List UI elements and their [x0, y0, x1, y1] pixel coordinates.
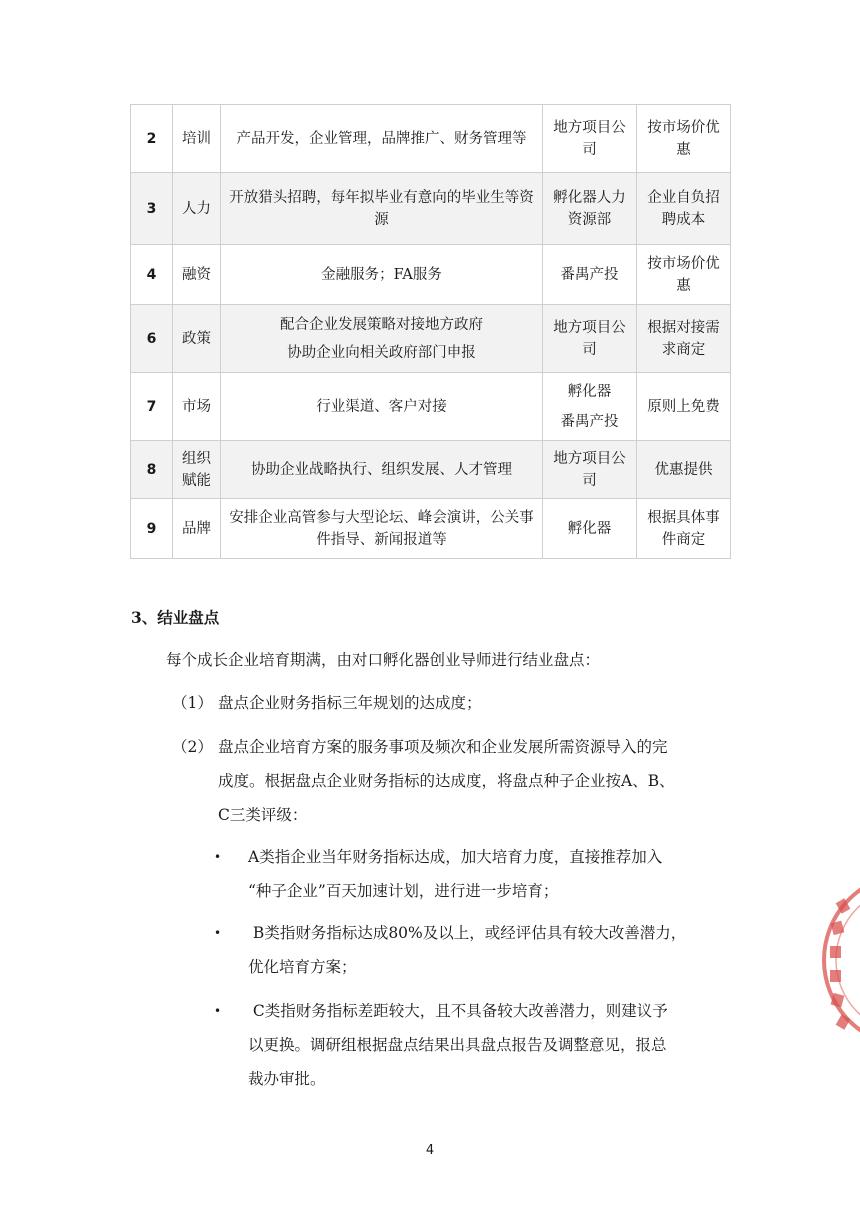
- bullet-line: B类指财务指标达成80%及以上，或经评估具有较大改善潜力，: [248, 924, 687, 942]
- row-content-line: 行业渠道、客户对接: [316, 398, 447, 415]
- bullet-line: 优化培育方案；: [248, 958, 357, 976]
- service-table-body: [131, 105, 731, 559]
- row-content: [221, 245, 543, 305]
- bullet-symbol: •: [214, 850, 222, 864]
- row-content: [221, 305, 543, 373]
- row-content-line: 产品开发，企业管理，品牌推广、财务管理等: [236, 130, 527, 147]
- row-number: 3: [131, 173, 173, 245]
- row-provider: 孵化器人力资源部: [543, 173, 637, 245]
- item-marker: （1）: [172, 694, 213, 712]
- bullet-line: A类指企业当年财务指标达成，加大培育力度，直接推荐加入: [248, 848, 663, 866]
- row-provider: 地方项目公司: [543, 305, 637, 373]
- row-content: [221, 173, 543, 245]
- item-line: C三类评级：: [218, 806, 308, 824]
- row-provider: 孵化器 番禺产投: [543, 373, 637, 441]
- row-number: 2: [131, 105, 173, 173]
- section-heading: 3、结业盘点: [131, 608, 220, 627]
- row-content-line: 协助企业向相关政府部门申报: [287, 344, 476, 361]
- row-content-line: 开放猎头招聘，每年拟毕业有意向的毕业生等资源: [229, 189, 534, 228]
- item-line: 盘点企业培育方案的服务事项及频次和企业发展所需资源导入的完: [218, 738, 668, 756]
- item-text: [218, 686, 718, 720]
- table-row: [131, 105, 731, 173]
- item-marker: （2）: [172, 738, 213, 756]
- row-content-line: 安排企业高管参与大型论坛、峰会演讲，公关事件指导、新闻报道等: [229, 509, 534, 548]
- bullet-text: [248, 916, 732, 984]
- bullet-text: [248, 994, 732, 1096]
- row-number: 8: [131, 441, 173, 499]
- table-row: [131, 373, 731, 441]
- row-category: 组织赋能: [173, 441, 221, 499]
- table-row: [131, 245, 731, 305]
- row-provider: 地方项目公司: [543, 105, 637, 173]
- row-content: [221, 373, 543, 441]
- item-text: [218, 730, 718, 832]
- row-category: 品牌: [173, 499, 221, 559]
- row-content: [221, 441, 543, 499]
- row-fee: 按市场价优惠: [637, 105, 731, 173]
- row-fee: 原则上免费: [637, 373, 731, 441]
- table-row: [131, 441, 731, 499]
- row-provider: 地方项目公司: [543, 441, 637, 499]
- page-number: 4: [425, 1143, 435, 1158]
- row-category: 人力: [173, 173, 221, 245]
- row-fee: 优惠提供: [637, 441, 731, 499]
- item-line: 盘点企业财务指标三年规划的达成度；: [218, 694, 482, 712]
- row-number: 9: [131, 499, 173, 559]
- row-fee: 按市场价优惠: [637, 245, 731, 305]
- bullet-symbol: •: [214, 926, 222, 940]
- bullet-line: “种子企业”百天加速计划，进行进一步培育；: [248, 882, 559, 900]
- row-provider: 孵化器: [543, 499, 637, 559]
- bullet-line: 裁办审批。: [248, 1070, 326, 1088]
- table-row: [131, 305, 731, 373]
- row-content: [221, 499, 543, 559]
- table-row: [131, 173, 731, 245]
- row-fee: 根据具体事件商定: [637, 499, 731, 559]
- row-category: 培训: [173, 105, 221, 173]
- bullet-line: C类指财务指标差距较大，且不具备较大改善潜力，则建议予: [248, 1002, 668, 1020]
- row-category: 市场: [173, 373, 221, 441]
- row-content-line: 金融服务；FA服务: [321, 266, 442, 283]
- row-number: 6: [131, 305, 173, 373]
- service-table: [130, 104, 731, 559]
- row-provider: 番禺产投: [543, 245, 637, 305]
- section-intro: 每个成长企业培育期满，由对口孵化器创业导师进行结业盘点：: [166, 651, 601, 669]
- company-seal-stamp: [820, 860, 860, 1060]
- bullet-text: [248, 840, 732, 908]
- row-category: 融资: [173, 245, 221, 305]
- row-category: 政策: [173, 305, 221, 373]
- bullet-symbol: •: [214, 1004, 222, 1018]
- row-number: 7: [131, 373, 173, 441]
- row-content: [221, 105, 543, 173]
- row-content-line: 配合企业发展策略对接地方政府: [280, 316, 483, 333]
- row-fee: 根据对接需求商定: [637, 305, 731, 373]
- row-content-line: 协助企业战略执行、组织发展、人才管理: [251, 461, 512, 478]
- row-fee: 企业自负招聘成本: [637, 173, 731, 245]
- table-row: [131, 499, 731, 559]
- bullet-line: 以更换。调研组根据盘点结果出具盘点报告及调整意见，报总: [248, 1036, 667, 1054]
- row-number: 4: [131, 245, 173, 305]
- item-line: 成度。根据盘点企业财务指标的达成度，将盘点种子企业按A、B、: [218, 772, 675, 790]
